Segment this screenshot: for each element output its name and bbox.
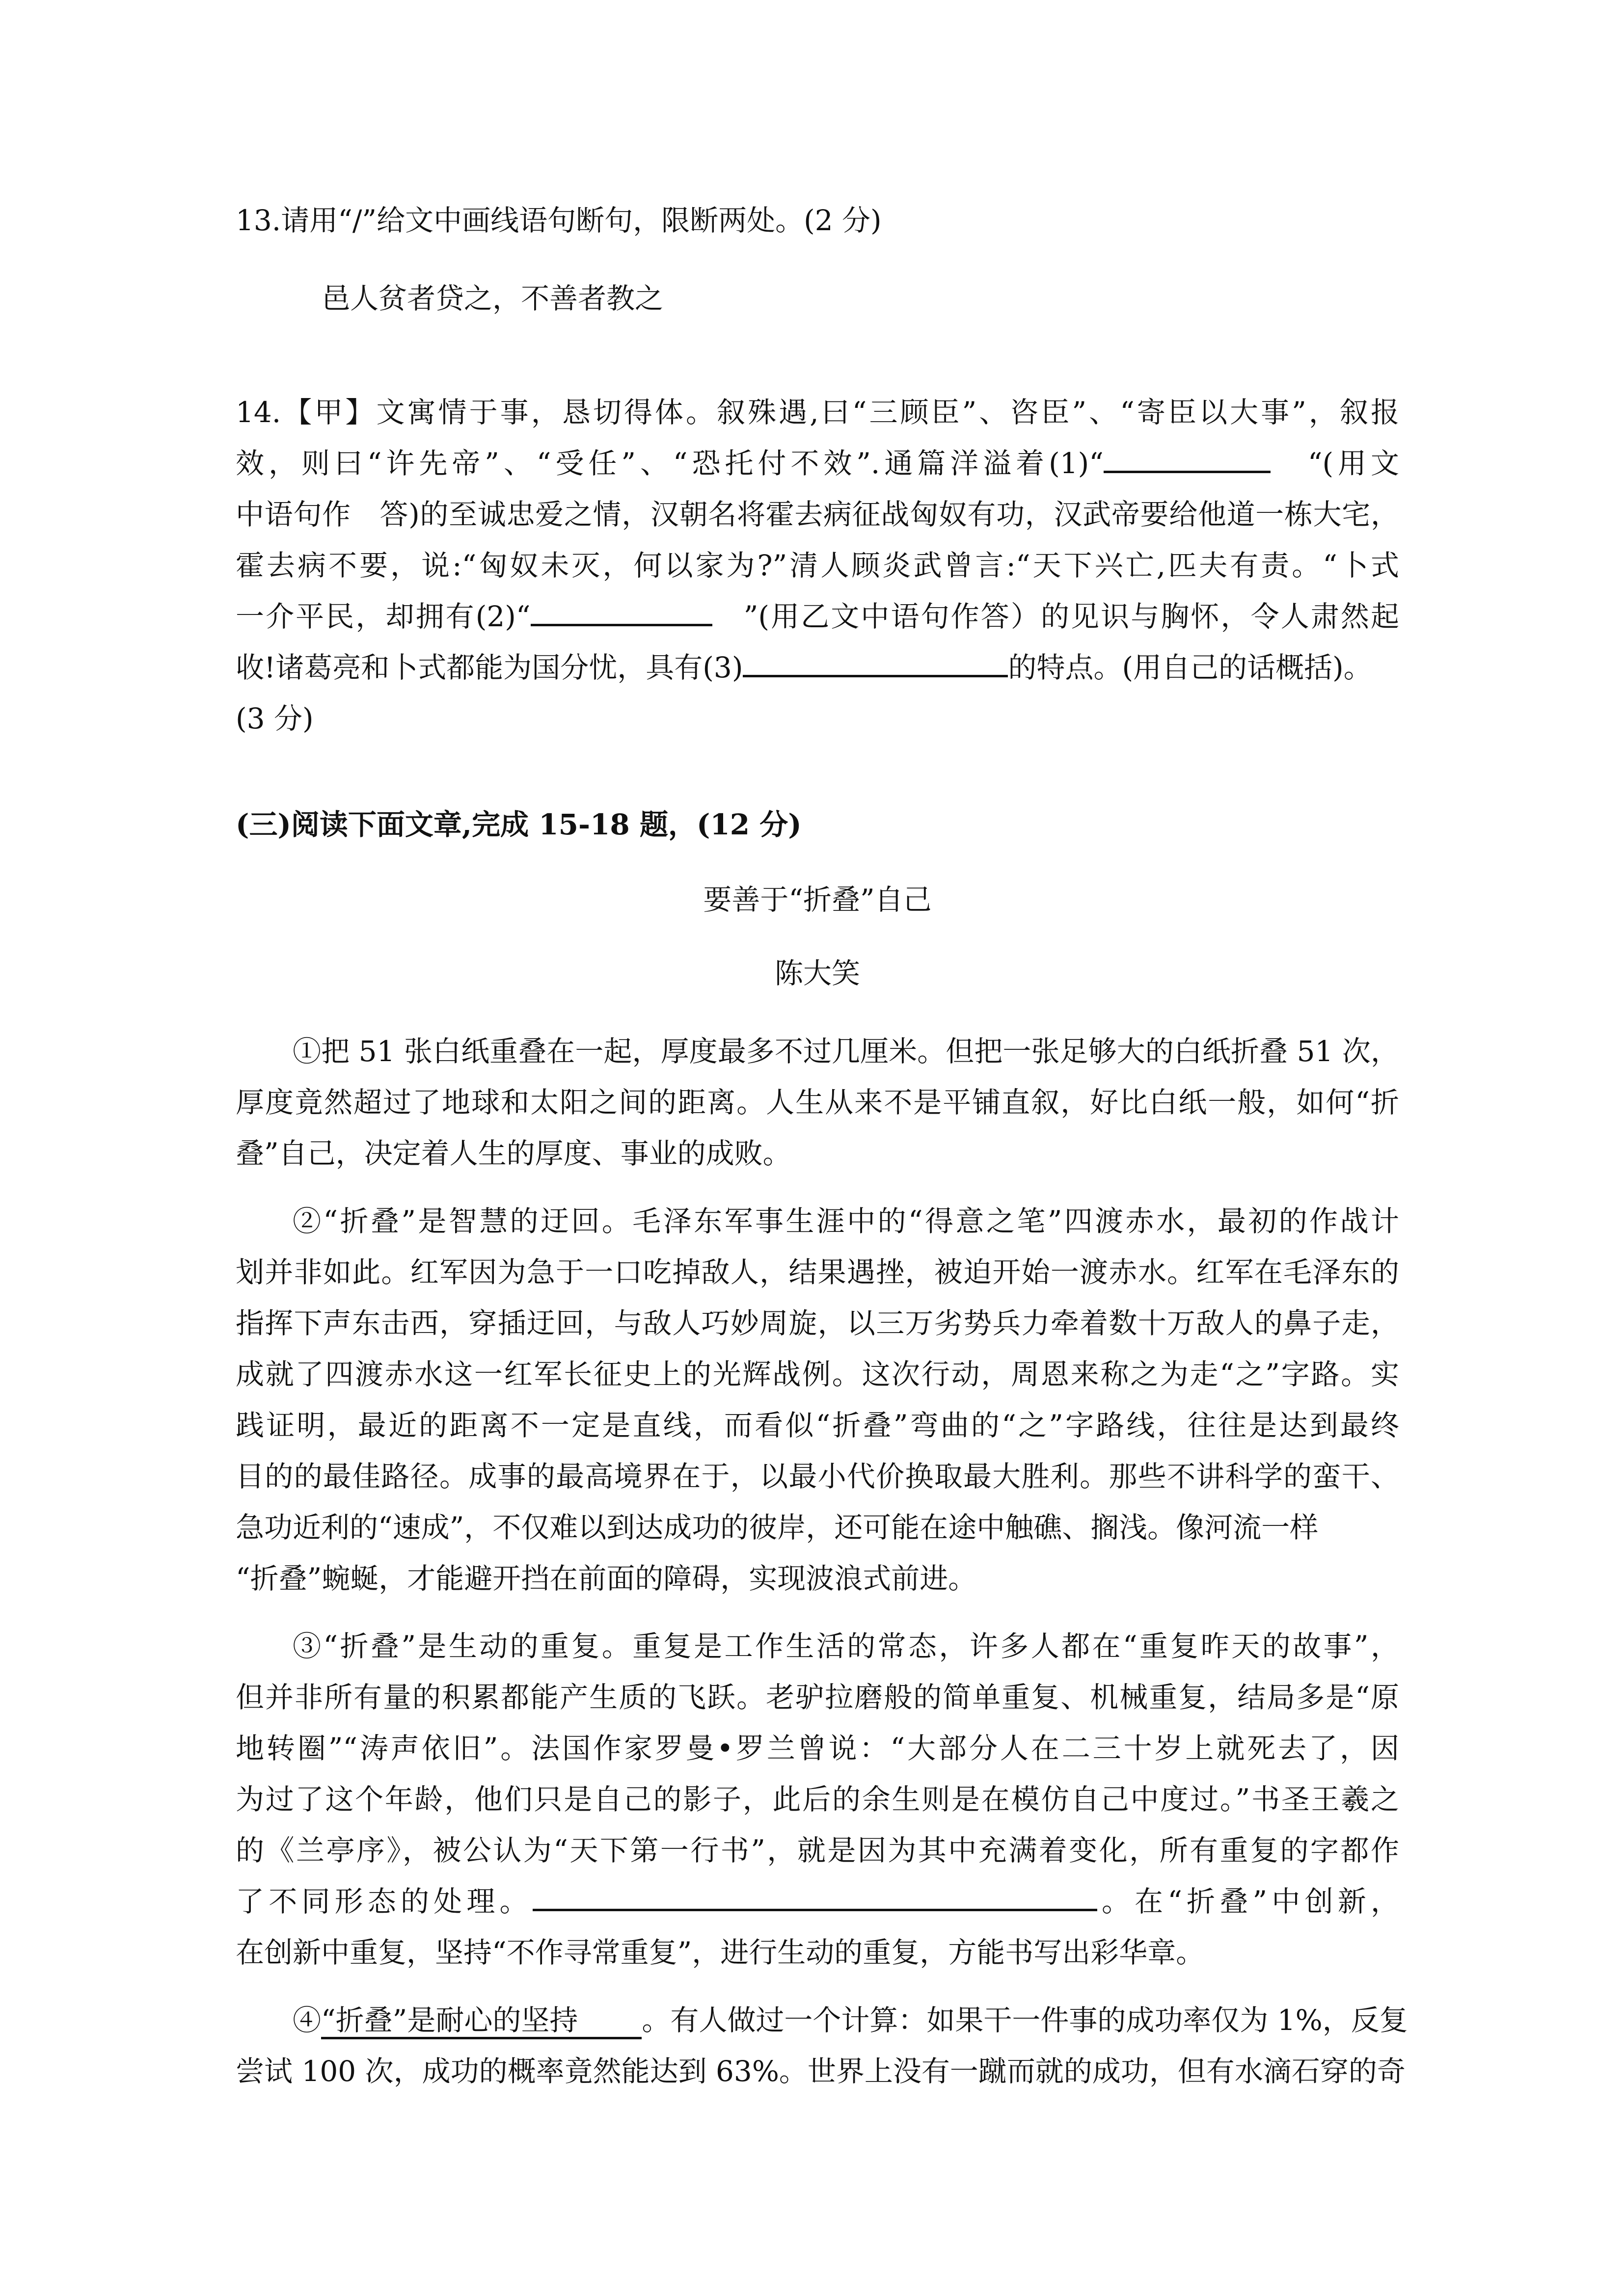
paragraph-1 bbox=[236, 1026, 1399, 1179]
text-segment: 效，则曰“许先帝”、“受任”、“恐托付不效”.通篇洋溢着(1)“ bbox=[236, 447, 1104, 480]
text-segment: 尝试 100 次，成功的概率竟然能达到 63%。世界上没有一蹴而就的成功，但有水滴石穿的奇 bbox=[236, 2055, 1406, 2088]
text-segment: 践证明，最近的距离不一定是直线，而看似“折叠”弯曲的“之”字路线，往往是达到最终 bbox=[236, 1409, 1399, 1442]
text-line bbox=[236, 1621, 1399, 1672]
text-segment: 13.请用“/”给文中画线语句断句，限断两处。(2 分) bbox=[236, 204, 882, 237]
paragraph-2 bbox=[236, 1196, 1399, 1604]
text-segment: 指挥下声东击西，穿插迂回，与敌人巧妙周旋，以三万劣势兵力牵着数十万敌人的鼻子走， bbox=[236, 1307, 1399, 1340]
text-segment: 在创新中重复，坚持“不作寻常重复”，进行生动的重复，方能书写出彩华章。 bbox=[236, 1936, 1205, 1969]
text-line bbox=[236, 1349, 1399, 1400]
text-segment: 14.【甲】文寓情于事，恳切得体。叙殊遇,曰“三顾臣”、咨臣”、“寄臣以大事”，叙报 bbox=[236, 396, 1399, 429]
text-segment: 地转圈”“涛声依旧”。法国作家罗曼•罗兰曾说：“大部分人在二三十岁上就死去了，因 bbox=[236, 1732, 1399, 1765]
text-line bbox=[236, 540, 1399, 591]
text-line bbox=[236, 1247, 1399, 1298]
article-author-text: 陈大笑 bbox=[774, 957, 860, 990]
text-segment: ②“折叠”是智慧的迂回。毛泽东军事生涯中的“得意之笔”四渡赤水，最初的作战计 bbox=[293, 1204, 1399, 1238]
article-title-text: 要善于“折叠”自己 bbox=[703, 883, 932, 916]
text-line bbox=[236, 1400, 1399, 1451]
text-line bbox=[236, 2046, 1406, 2097]
text-segment: 了不同形态的处理。 bbox=[236, 1885, 533, 1918]
answer-blank[interactable] bbox=[533, 1884, 1097, 1911]
text-segment: 的《兰亭序》，被公认为“天下第一行书”，就是因为其中充满着变化，所有重复的字都作 bbox=[236, 1834, 1399, 1867]
text-line bbox=[236, 1672, 1399, 1723]
text-segment: 一介平民，却拥有(2)“ bbox=[236, 600, 531, 633]
answer-blank[interactable] bbox=[531, 599, 712, 626]
text-line bbox=[236, 195, 1399, 246]
question-13 bbox=[236, 195, 1399, 246]
text-segment: ④ bbox=[293, 2003, 322, 2037]
paragraph-3 bbox=[236, 1621, 1399, 1978]
text-line bbox=[236, 1298, 1399, 1349]
text-line bbox=[236, 1502, 1399, 1553]
paragraph-4 bbox=[236, 1995, 1408, 2097]
text-segment: ”(用乙文中语句作答）的见识与胸怀，令人肃然起 bbox=[712, 600, 1399, 633]
text-segment: “(用文 bbox=[1270, 447, 1400, 480]
text-segment: 。有人做过一个计算：如果干一件事的成功率仅为 1%，反复 bbox=[642, 2003, 1408, 2037]
text-line bbox=[236, 1995, 1408, 2046]
text-line bbox=[236, 642, 1399, 693]
text-line bbox=[236, 387, 1399, 438]
text-segment: 急功近利的“速成”，不仅难以到达成功的彼岸，还可能在途中触礁、搁浅。像河流一样 bbox=[236, 1511, 1319, 1544]
text-segment: 的特点。(用自己的话概括)。 bbox=[1008, 651, 1372, 684]
q13-sentence bbox=[322, 273, 1399, 324]
text-line bbox=[236, 1553, 1399, 1604]
text-segment: 收!诸葛亮和卜式都能为国分忧，具有(3) bbox=[236, 651, 743, 684]
text-line bbox=[236, 591, 1399, 642]
text-line bbox=[236, 1026, 1399, 1077]
text-line bbox=[236, 438, 1399, 489]
text-segment: 。在“折叠”中创新， bbox=[1097, 1885, 1399, 1918]
text-line bbox=[236, 1723, 1399, 1774]
text-line bbox=[236, 1196, 1399, 1247]
section-heading bbox=[236, 799, 1399, 850]
text-segment: “折叠”蜿蜒，才能避开挡在前面的障碍，实现波浪式前进。 bbox=[236, 1562, 977, 1595]
article-author bbox=[236, 948, 1399, 999]
text-line bbox=[236, 489, 1399, 540]
text-line bbox=[236, 1774, 1399, 1825]
answer-blank[interactable] bbox=[1104, 446, 1271, 473]
text-segment: 为过了这个年龄，他们只是自己的影子，此后的余生则是在模仿自己中度过。”书圣王羲之 bbox=[236, 1783, 1399, 1816]
q13-sentence-text: 邑人贫者贷之，不善者教之 bbox=[322, 282, 664, 315]
article-title bbox=[236, 874, 1399, 925]
text-segment: 目的的最佳路径。成事的最高境界在于，以最小代价换取最大胜利。那些不讲科学的蛮干、 bbox=[236, 1460, 1399, 1493]
text-segment: 划并非如此。红军因为急于一口吃掉敌人，结果遇挫，被迫开始一渡赤水。红军在毛泽东的 bbox=[236, 1255, 1399, 1289]
underlined-sentence: “折叠”是耐心的坚持 bbox=[321, 2003, 642, 2039]
text-line bbox=[236, 1128, 1399, 1179]
text-segment: ③“折叠”是生动的重复。重复是工作生活的常态，许多人都在“重复昨天的故事”， bbox=[293, 1629, 1399, 1663]
text-line bbox=[236, 1876, 1399, 1927]
text-line bbox=[236, 1825, 1399, 1876]
text-segment: (3 分) bbox=[236, 702, 314, 735]
text-segment: 但并非所有量的积累都能产生质的飞跃。老驴拉磨般的简单重复、机械重复，结局多是“原 bbox=[236, 1681, 1399, 1714]
text-line bbox=[236, 1451, 1399, 1502]
text-line bbox=[236, 1927, 1399, 1978]
text-segment: 叠”自己，决定着人生的厚度、事业的成败。 bbox=[236, 1137, 791, 1170]
text-segment: 厚度竟然超过了地球和太阳之间的距离。人生从来不是平铺直叙，好比白纸一般，如何“折 bbox=[236, 1086, 1399, 1119]
text-segment: 成就了四渡赤水这一红军长征史上的光辉战例。这次行动，周恩来称之为走“之”字路。实 bbox=[236, 1358, 1399, 1391]
text-line bbox=[236, 693, 1399, 744]
question-14 bbox=[236, 387, 1399, 744]
section-heading-text: (三)阅读下面文章,完成 15-18 题，(12 分) bbox=[236, 808, 802, 841]
text-segment: 中语句作 答)的至诚忠爱之情，汉朝名将霍去病征战匈奴有功，汉武帝要给他道一栋大宅， bbox=[236, 498, 1399, 531]
text-segment: ①把 51 张白纸重叠在一起，厚度最多不过几厘米。但把一张足够大的白纸折叠 51 次， bbox=[293, 1035, 1399, 1068]
text-segment: 霍去病不要，说:“匈奴未灭，何以家为?”清人顾炎武曾言:“天下兴亡,匹夫有责。“卜式 bbox=[236, 549, 1399, 582]
answer-blank[interactable] bbox=[743, 650, 1008, 677]
text-line bbox=[236, 1077, 1399, 1128]
